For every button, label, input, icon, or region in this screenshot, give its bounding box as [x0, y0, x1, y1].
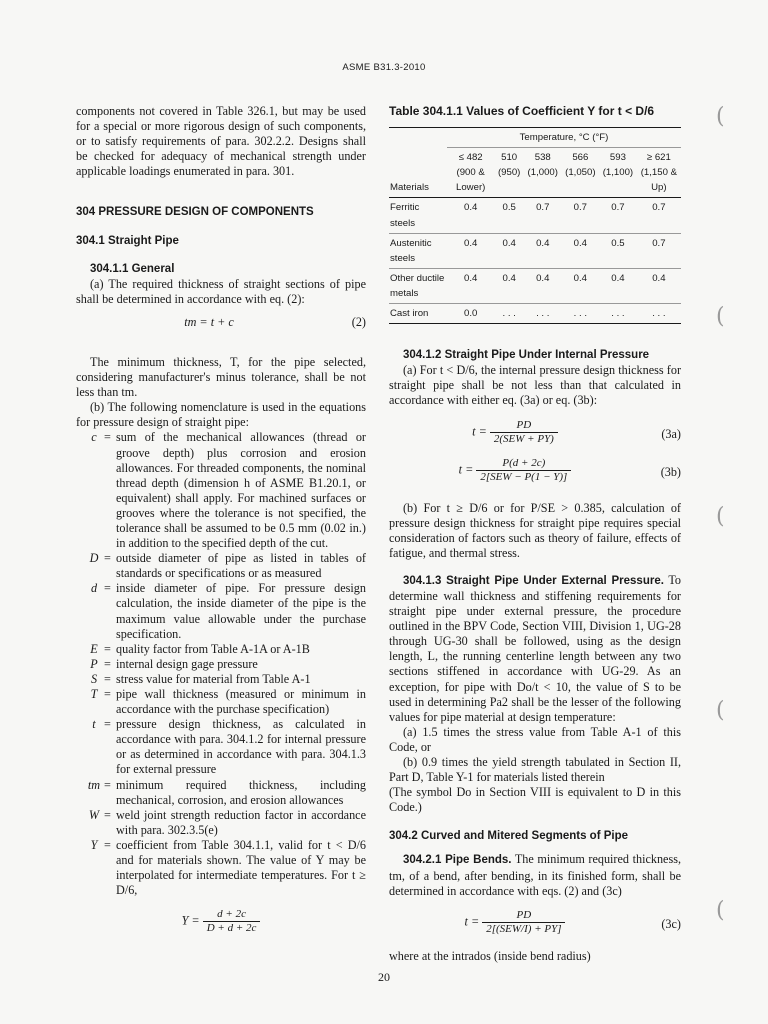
nomenclature-list: c = sum of the mechanical allowances (thread or groove depth) plus corrosion and erosion allowances. For threaded components, the nominal thread depth (dimension h of ASME B1.20.1, or equivalent) shall apply. For machined surfaces or grooves where the tolerance is not specified, the tolerance shall be assumed to be 0.5 mm (0.02 in.) in addition to the specified depth of the cut. D = outside diameter of pipe as listed in tables of standards or specifications or as measured d = inside diameter of pipe. For pressure design calculation, the inside diameter of the pipe is the maximum value allowable under the purchase specification. E = quality factor from Table A-1A or A-1B P = internal design gage pressure S = stress value for material from Table A-1 T = pipe wall thickness (measured or minimum in accordance with the purchase specification) t = pressure design thickness, as calculated in accordance with para. 304.1.2 for internal pressure or as determined in accordance with para. 304.1.3 for external pressure tm = minimum required thickness, including mechanical, corrosion, and erosion allowances W = weld joint strength reduction factor in accordance with para. 302.3.5(e) Y = coefficient from Table 304.1.1, valid for t < D/6 and for materials shown. The value of Y may be interpolated for intermediate temperatures. For t ≥ D/6, [87, 430, 366, 898]
table-title: Table 304.1.1 Values of Coefficient Y for t < D/6 [389, 104, 655, 118]
table-cell: 0.5 [494, 198, 524, 233]
margin-marker: ( [716, 698, 725, 723]
equation-3c-lhs: t = [464, 914, 480, 929]
nom-symbol-P: P [90, 656, 98, 671]
paragraph-304-1-3-a: (a) 1.5 times the stress value from Table A-1 of this Code, or [389, 724, 681, 754]
nom-symbol-d: d [90, 581, 98, 596]
table-col-header: 510 (950) [494, 148, 524, 198]
margin-marker: ( [716, 898, 725, 923]
paragraph-b: (b) The following nomenclature is used in the equations for pressure design of straight pipe: [76, 400, 366, 430]
nom-def-T: pipe wall thickness (measured or minimum in accordance with the purchase specification) [116, 687, 366, 717]
nom-def-Y: coefficient from Table 304.1.1, valid for t < D/6 and for materials shown. The value of Y may be interpolated for intermediate temperatures. For t ≥ D/6, [116, 837, 366, 898]
nom-def-t: pressure design thickness, as calculated in accordance with para. 304.1.2 for internal pressure or as determined in accordance with para. 304.1.3 for external pressure [116, 717, 366, 777]
running-head: ASME B31.3-2010 [342, 62, 426, 73]
equation-2-number: (2) [351, 314, 366, 329]
table-row [389, 233, 681, 268]
table-cell: 0.4 [447, 233, 494, 268]
paragraph-304-1-3-text: To determine wall thickness and stiffening requirements for straight pipe under external pressure, the procedure outlined in the BPV Code, Section VIII, Division 1, UG-28 through UG-30 shall be followed, using as the design length, L, the running centerline length between any two sections stiffened in accordance with UG-29. As an exception, for pipe with Do/t < 10, the value of S to be used in determining Pa2 shall be the lesser of the following values for pipe material at design temperature: [389, 572, 681, 724]
nom-symbol-Y: Y [90, 837, 98, 852]
equation-Y-denominator: D + d + 2c [203, 921, 261, 935]
paragraph-304-1-3-note: (The symbol Do in Section VIII is equivalent to D in this Code.) [389, 785, 681, 815]
margin-marker: ( [716, 104, 725, 129]
table-cell: 0.4 [524, 268, 562, 303]
margin-marker: ( [716, 304, 725, 329]
equation-3b-fraction [476, 457, 571, 484]
nom-symbol-T: T [90, 687, 98, 701]
equation-3a [389, 419, 681, 451]
minimum-thickness-paragraph: The minimum thickness, T, for the pipe selected, considering manufacturer's minus tolerance, shall be not less than tm. [76, 354, 366, 400]
nom-def-E: quality factor from Table A-1A or A-1B [116, 641, 310, 656]
section-304-heading: 304 PRESSURE DESIGN OF COMPONENTS [76, 206, 314, 219]
nom-def-tm: minimum required thickness, including mechanical, corrosion, and erosion allowances [116, 777, 366, 807]
table-cell-material: Ferritic steels [389, 198, 447, 233]
page-number: 20 [378, 970, 390, 984]
table-col-header: ≥ 621 (1,150 & Up) [637, 148, 681, 198]
table-cell: . . . [562, 304, 600, 324]
nom-symbol-c: c [91, 430, 97, 445]
nom-def-W: weld joint strength reduction factor in accordance with para. 302.3.5(e) [116, 807, 366, 837]
nom-symbol-D: D [89, 551, 99, 566]
table-cell: 0.7 [524, 198, 562, 233]
table-cell: 0.4 [494, 233, 524, 268]
equation-2-body: tm = t + c [184, 314, 234, 329]
equation-Y [76, 908, 366, 942]
nom-symbol-E: E [90, 641, 98, 656]
paragraph-304-2-1-text: The minimum required thickness, tm, of a bend, after bending, in its finished form, shall be determined in accordance with eqs. (2) and (3c) [389, 852, 681, 898]
table-cell: 0.4 [447, 198, 494, 233]
table-row [389, 304, 681, 324]
section-304-2-heading: 304.2 Curved and Mitered Segments of Pipe [389, 830, 629, 843]
table-col-header: ≤ 482 (900 & Lower) [447, 148, 494, 198]
section-304-2-1-heading: 304.2.1 Pipe Bends. [403, 854, 512, 867]
equation-Y-lhs: Y = [181, 913, 200, 928]
table-cell-material: Other ductile metals [389, 268, 447, 303]
table-cell-material: Austenitic steels [389, 233, 447, 268]
table-cell: . . . [524, 304, 562, 324]
table-cell: . . . [494, 304, 524, 324]
table-col-header: 538 (1,000) [524, 148, 562, 198]
paragraph-304-2-1 [389, 852, 681, 898]
table-temperature-header: Temperature, °C (°F) [447, 128, 681, 148]
nom-def-D: outside diameter of pipe as listed in tables of standards or specifications or as measured [116, 551, 366, 581]
nom-symbol-W: W [88, 807, 100, 822]
equation-3c-denominator: 2[(SEW/I) + PY] [482, 922, 565, 936]
equation-3a-denominator: 2(SEW + PY) [490, 432, 558, 446]
table-cell: 0.0 [447, 304, 494, 324]
left-column [76, 104, 366, 956]
table-col-header: 593 (1,100) [599, 148, 637, 198]
nom-def-c: sum of the mechanical allowances (thread or groove depth) plus corrosion and erosion allowances. For threaded components, the nominal thread depth (dimension h of ASME B1.20.1, or equivalent) shall apply. For machined surfaces or grooves where the tolerance is not specified, the tolerance shall be assumed to be 0.5 mm (0.02 in.) in addition to the specified depth of the cut. [116, 430, 366, 551]
table-cell: 0.7 [637, 198, 681, 233]
table-cell: 0.7 [637, 233, 681, 268]
equation-Y-fraction [203, 908, 261, 935]
paragraph-304-1-3 [389, 573, 681, 725]
equation-3a-number: (3a) [661, 426, 681, 441]
nom-symbol-tm: tm [87, 777, 101, 792]
table-cell: . . . [599, 304, 637, 324]
nom-def-d: inside diameter of pipe. For pressure design calculation, the inside diameter of the pipe is the maximum value allowable under the purchase specification. [116, 581, 366, 641]
section-304-1-2-heading: 304.1.2 Straight Pipe Under Internal Pressure [403, 349, 650, 362]
table-col-header: 566 (1,050) [562, 148, 600, 198]
paragraph-304-1-2-a: (a) For t < D/6, the internal pressure design thickness for straight pipe shall be not less than that calculated in accordance with either eq. (3a) or eq. (3b): [389, 363, 681, 408]
paragraph-304-1-2-b: (b) For t ≥ D/6 or for P/SE > 0.385, calculation of pressure design thickness for straight pipe requires special consideration of factors such as theory of failure, effects of fatigue, and thermal stress. [389, 500, 681, 560]
paragraph-intrados: where at the intrados (inside bend radius) [389, 948, 591, 963]
table-cell: . . . [637, 304, 681, 324]
table-cell: 0.4 [562, 268, 600, 303]
equation-3b-lhs: t = [458, 461, 474, 476]
table-row [389, 198, 681, 233]
equation-Y-numerator: d + 2c [217, 908, 246, 921]
table-cell: 0.4 [524, 233, 562, 268]
section-304-1-heading: 304.1 Straight Pipe [76, 234, 179, 247]
table-cell: 0.4 [562, 233, 600, 268]
margin-marker: ( [716, 504, 725, 529]
equation-3c-fraction [482, 909, 565, 936]
equation-3a-fraction [490, 419, 558, 446]
equation-3b-number: (3b) [660, 464, 681, 479]
table-cell: 0.4 [599, 268, 637, 303]
nom-symbol-S: S [90, 671, 98, 686]
section-304-1-1-heading: 304.1.1 General [90, 262, 175, 275]
equation-3b [389, 457, 681, 489]
coefficient-y-table [389, 127, 681, 324]
table-cell: 0.4 [637, 268, 681, 303]
equation-3c [389, 909, 681, 941]
intro-paragraph: components not covered in Table 326.1, but may be used for a special or more rigorous design of such components, or to satisfy requirements of para. 302.2.2. Designs shall be checked for adequacy of mechanical strength under applicable loadings enumerated in para. 301. [76, 104, 366, 179]
equation-3a-lhs: t = [472, 423, 487, 438]
table-cell: 0.4 [447, 268, 494, 303]
paragraph-a: (a) The required thickness of straight sections of pipe shall be determined in accordance with eq. (2): [76, 276, 366, 306]
nom-symbol-t: t [92, 717, 96, 732]
table-cell: 0.5 [599, 233, 637, 268]
table-cell: 0.7 [599, 198, 637, 233]
table-cell-material: Cast iron [389, 304, 447, 324]
section-304-1-3-heading: 304.1.3 Straight Pipe Under External Pressure. [403, 574, 664, 587]
equation-3c-numerator: PD [516, 908, 532, 921]
equation-3a-numerator: PD [516, 418, 532, 431]
table-cell: 0.7 [562, 198, 600, 233]
right-column [389, 104, 681, 964]
table-materials-header: Materials [389, 148, 447, 198]
nom-def-S: stress value for material from Table A-1 [116, 671, 311, 686]
equation-3c-number: (3c) [661, 916, 681, 931]
table-cell: 0.4 [494, 268, 524, 303]
equation-2 [76, 315, 366, 341]
paragraph-304-1-3-b: (b) 0.9 times the yield strength tabulated in Section II, Part D, Table Y-1 for materials listed therein [389, 755, 681, 785]
table-row [389, 268, 681, 303]
equation-3b-numerator: P(d + 2c) [502, 456, 546, 469]
equation-3b-denominator: 2[SEW − P(1 − Y)] [476, 470, 571, 484]
nom-def-P: internal design gage pressure [116, 656, 258, 671]
